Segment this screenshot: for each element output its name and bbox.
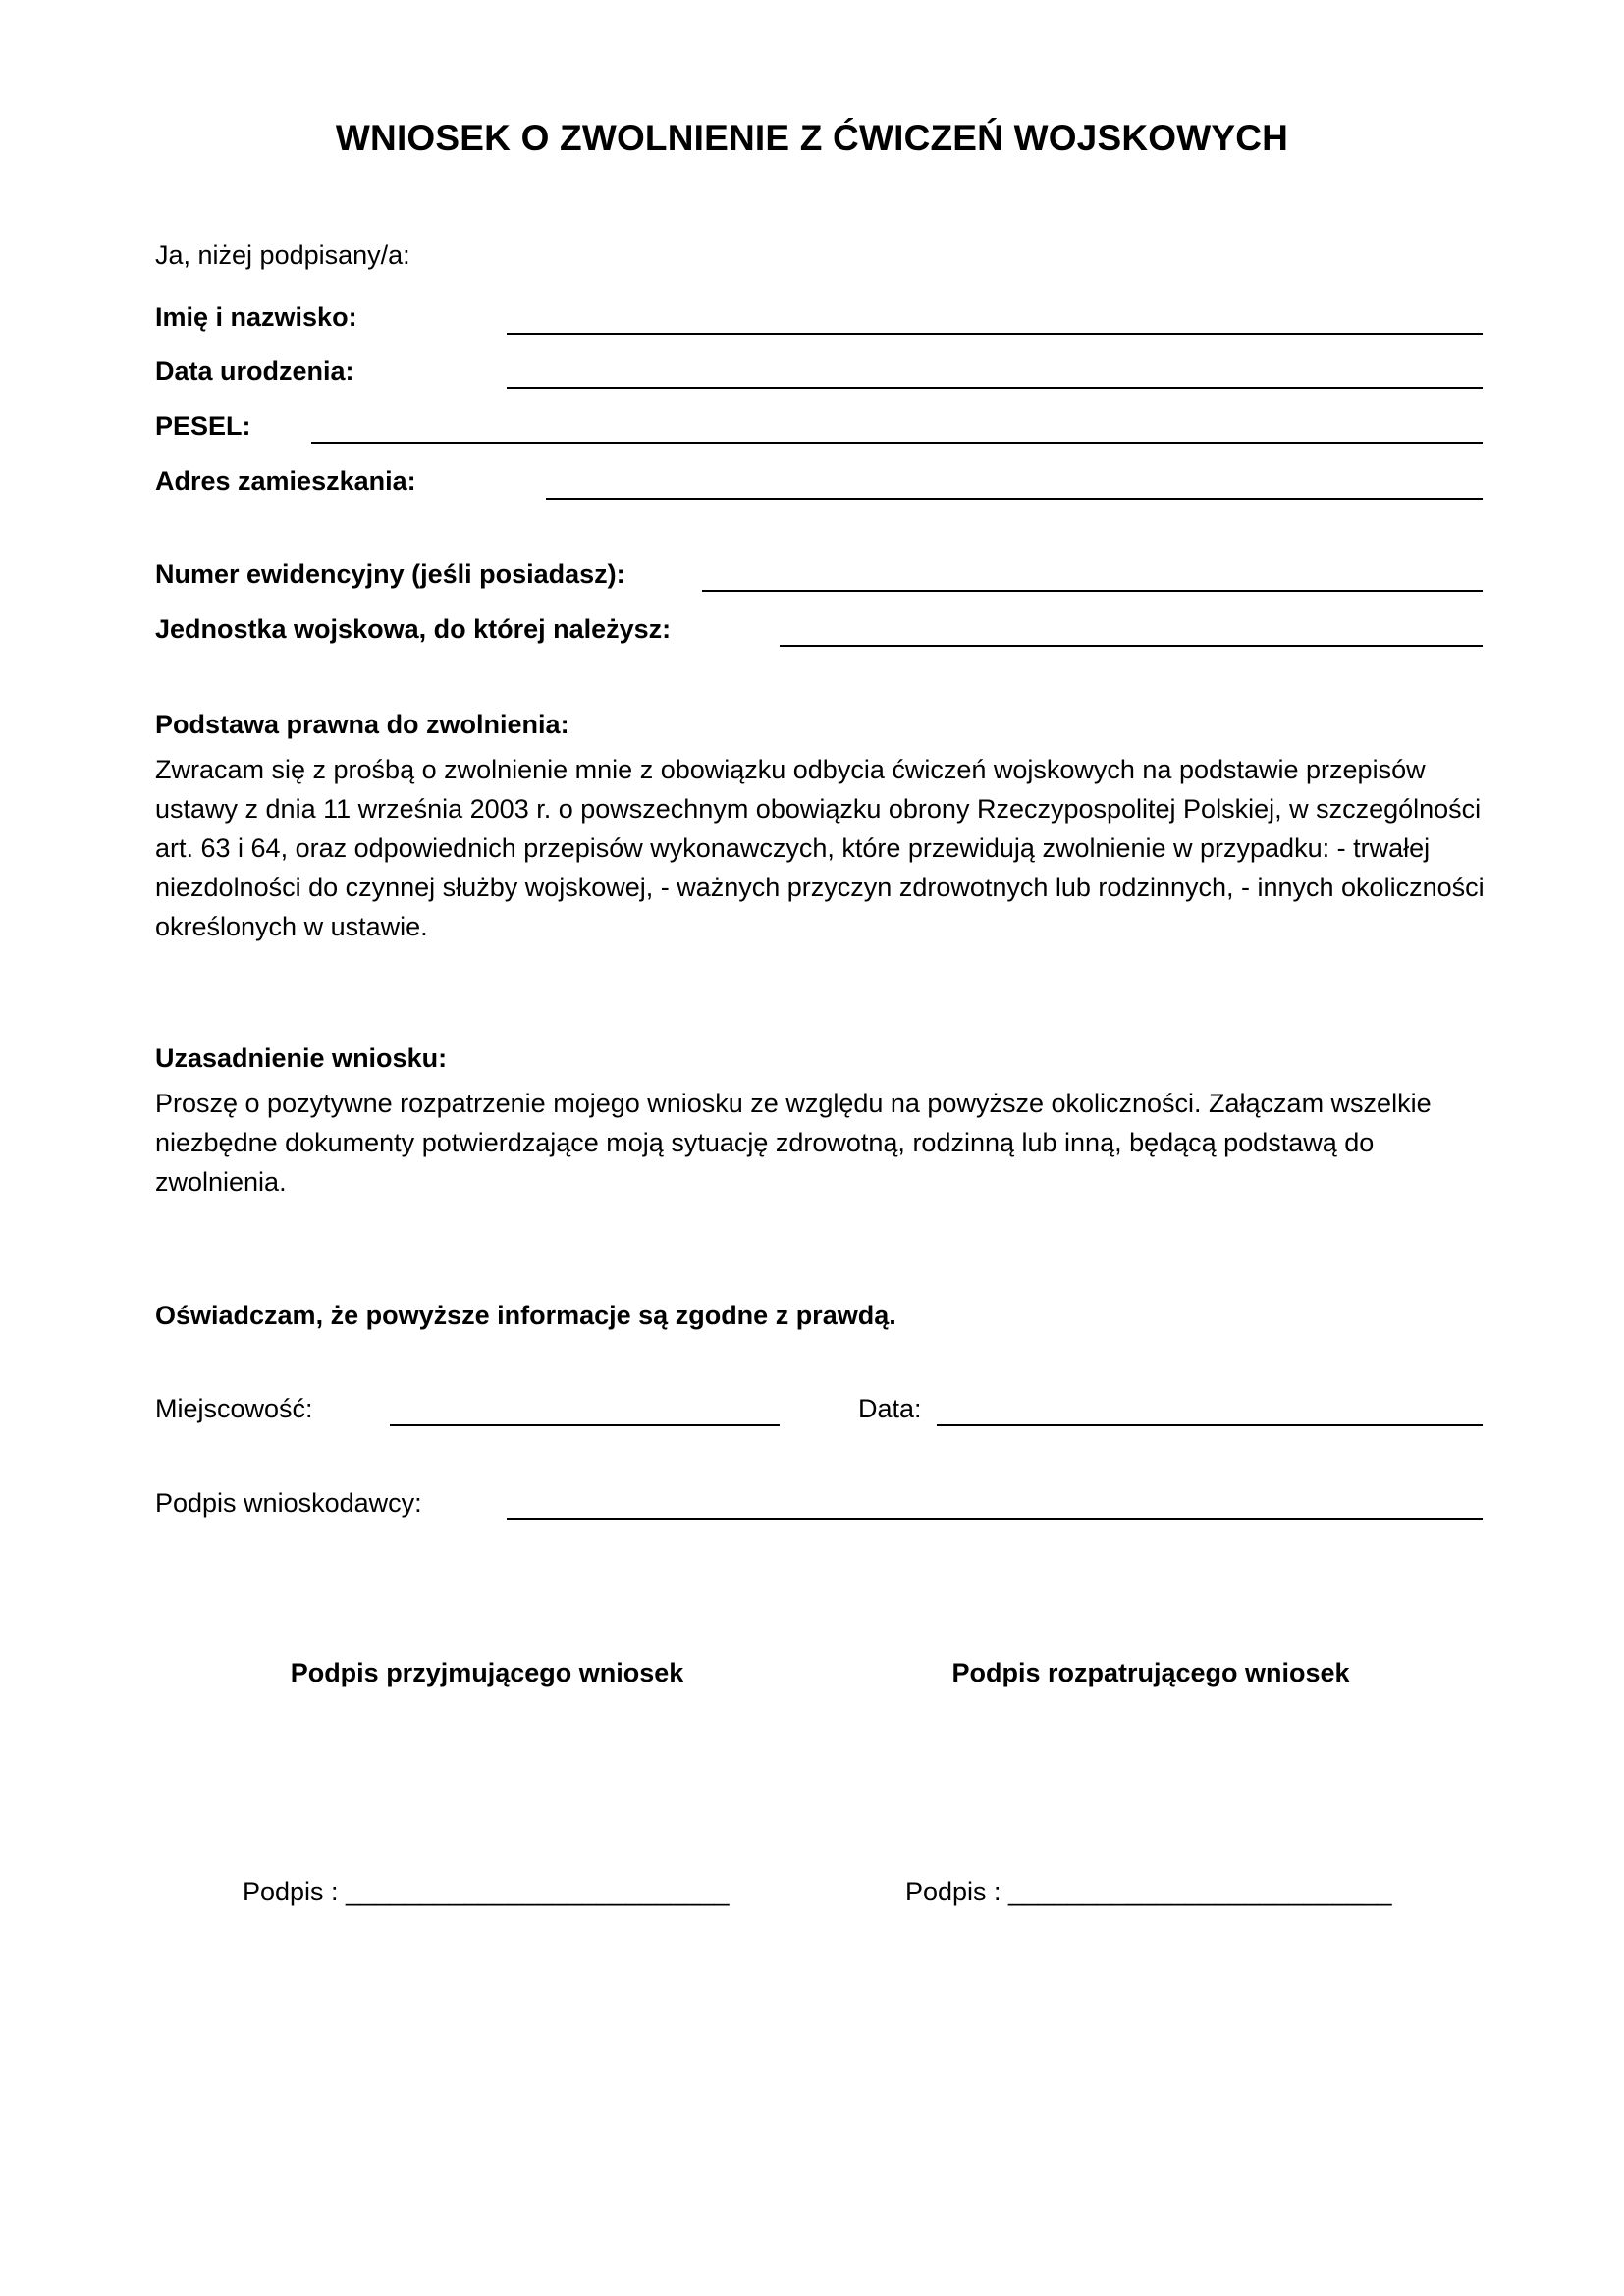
reviewer-signature-line[interactable]: Podpis : __________________________: [905, 1877, 1392, 1906]
applicant-signature-label: Podpis wnioskodawcy:: [155, 1488, 422, 1518]
record-number-field-line[interactable]: [702, 590, 1483, 592]
pesel-label: PESEL:: [155, 411, 251, 441]
declaration-text: Oświadczam, że powyższe informacje są zgodne z prawdą.: [155, 1301, 896, 1330]
record-number-label: Numer ewidencyjny (jeśli posiadasz):: [155, 560, 625, 589]
legal-basis-heading: Podstawa prawna do zwolnienia:: [155, 710, 569, 739]
name-field-line[interactable]: [507, 333, 1483, 335]
intro-text: Ja, niżej podpisany/a:: [155, 240, 410, 270]
military-unit-field-line[interactable]: [780, 645, 1483, 647]
birth-date-field-line[interactable]: [507, 387, 1483, 389]
receiver-signature-line[interactable]: Podpis : __________________________: [243, 1877, 730, 1906]
date-label: Data:: [858, 1394, 922, 1423]
legal-basis-text: Zwracam się z prośbą o zwolnienie mnie z obowiązku odbycia ćwiczeń wojskowych na podstawie przepisów ustawy z dnia 11 września 2003 r. o powszechnym obowiązku obrony Rzeczypospolitej Polskiej, w szczególności art. 63 i 64, oraz odpowiednich przepisów wykonawczych, które przewidują zwolnienie w przypadku: - trwałej niezdolności do czynnej służby wojskowej, - ważnych przyczyn zdrowotnych lub rodzinnych, - innych okoliczności określonych w ustawie.: [155, 755, 1485, 941]
applicant-signature-line[interactable]: [507, 1518, 1483, 1520]
place-label: Miejscowość:: [155, 1394, 313, 1423]
justification-text: Proszę o pozytywne rozpatrzenie mojego wniosku ze względu na powyższe okoliczności. Załączam wszelkie niezbędne dokumenty potwierdzające moją sytuację zdrowotną, rodzinną lub inną, będącą podstawą do zwolnienia.: [155, 1089, 1432, 1197]
document-title: WNIOSEK O ZWOLNIENIE Z ĆWICZEŃ WOJSKOWYCH: [335, 118, 1289, 158]
receiver-signature-heading: Podpis przyjmującego wniosek: [290, 1658, 684, 1687]
reviewer-signature-heading: Podpis rozpatrującego wniosek: [951, 1658, 1350, 1687]
address-field-line[interactable]: [546, 498, 1483, 500]
place-field-line[interactable]: [390, 1424, 780, 1426]
justification-heading: Uzasadnienie wniosku:: [155, 1043, 448, 1073]
pesel-field-line[interactable]: [311, 442, 1483, 444]
date-field-line[interactable]: [937, 1424, 1483, 1426]
name-label: Imię i nazwisko:: [155, 302, 357, 332]
military-unit-label: Jednostka wojskowa, do której należysz:: [155, 614, 672, 644]
birth-date-label: Data urodzenia:: [155, 356, 354, 386]
address-label: Adres zamieszkania:: [155, 466, 416, 496]
